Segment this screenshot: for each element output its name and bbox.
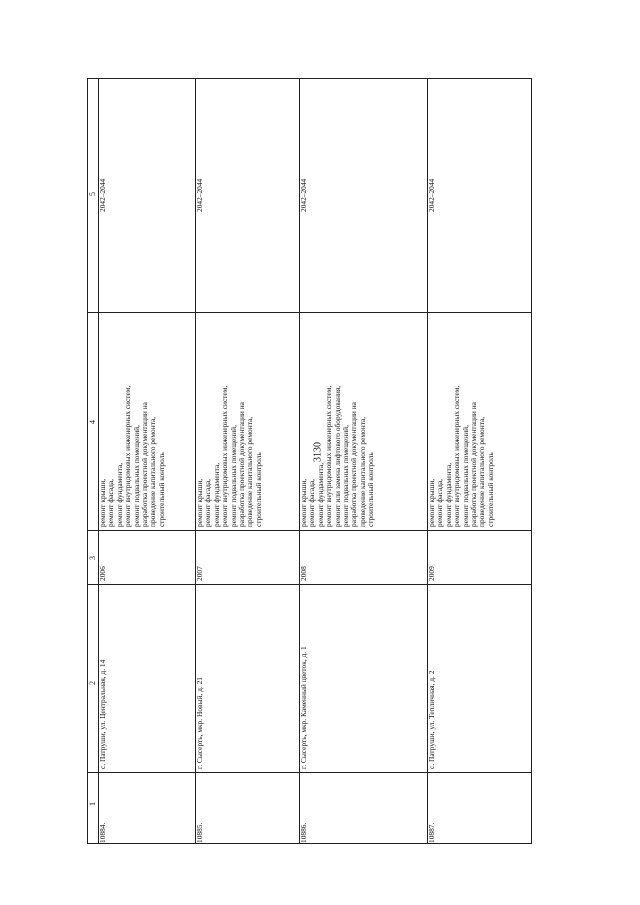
header-col-4: 4 — [88, 420, 97, 424]
table-row — [299, 79, 428, 843]
table-row — [427, 79, 531, 843]
row-number: 10885. — [195, 822, 204, 843]
row-number: 10887. — [427, 822, 436, 843]
header-col-5: 5 — [88, 192, 97, 196]
row-address: г. Сысерть, мкр. Каменный цветок, д. 1 — [299, 646, 308, 769]
row-address: с. Патруши, ул. Центральная, д. 14 — [98, 659, 107, 769]
header-col-3: 3 — [88, 556, 97, 560]
row-address: с. Патруши, ул. Тепличная, д. 2 — [427, 670, 436, 769]
row-works: ремонт крыши, ремонт фасада, ремонт фундамента, ремонт внутридомовых инженерных систем, ремонт подвальных помещений, разработка проектной документации на проведение капитального ремонта, строительный контроль — [195, 385, 263, 527]
row-address: г. Сысерть, мкр. Новый, д. 21 — [195, 677, 204, 769]
row-period: 2042–2044 — [299, 178, 308, 212]
repair-schedule-table — [87, 78, 532, 844]
row-year: 2008 — [299, 566, 308, 581]
header-col-1: 1 — [88, 802, 97, 806]
table-row — [98, 79, 196, 843]
row-period: 2042–2044 — [98, 178, 107, 212]
row-number: 10884. — [98, 822, 107, 843]
row-period: 2042–2044 — [427, 178, 436, 212]
row-works: ремонт крыши, ремонт фасада, ремонт фундамента, ремонт внутридомовых инженерных систем, ремонт подвальных помещений, разработка проектной документации на проведение капитального ремонта, строительный контроль — [98, 385, 166, 527]
page-number-text: 3130 — [312, 442, 324, 462]
row-works: ремонт крыши, ремонт фасада, ремонт фундамента, ремонт внутридомовых инженерных систем, ремонт или замена лифтового оборудования, ремонт подвальных помещений, разработка проектной документации на проведение капитального ремонта, строительный контроль — [299, 385, 376, 527]
row-year: 2006 — [98, 566, 107, 581]
row-number: 10886. — [299, 822, 308, 843]
row-year: 2007 — [195, 566, 204, 581]
row-period: 2042–2044 — [195, 178, 204, 212]
header-col-2: 2 — [88, 681, 97, 685]
row-year: 2009 — [427, 566, 436, 581]
table-row — [195, 79, 300, 843]
row-works: ремонт крыши, ремонт фасада, ремонт фундамента, ремонт внутридомовых инженерных систем, ремонт подвальных помещений, разработка проектной документации на проведение капитального ремонта, строительный контроль — [427, 385, 495, 527]
